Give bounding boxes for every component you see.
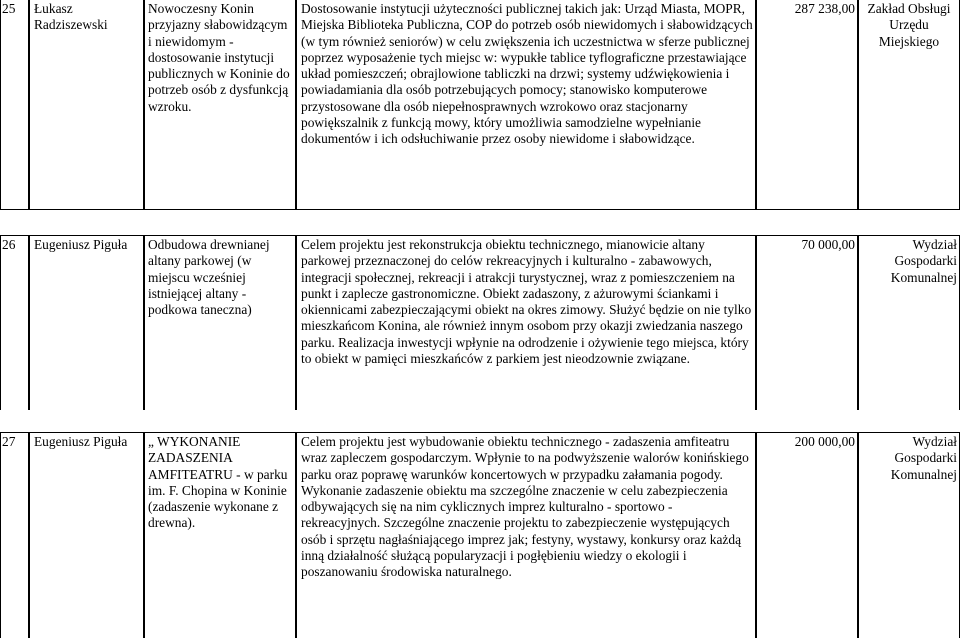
row-number-cell [0,432,29,638]
row-number-cell [0,0,29,210]
table-row [0,0,960,210]
project-description-cell [296,235,756,410]
project-description: Dostosowanie instytucji użyteczności publicznej takich jak: Urząd Miasta, MOPR, Miejska Biblioteka Publiczna, COP do potrzeb osób niewidomych i słabowidzących (w tym również seniorów) w celu zwiększenia ich uczestnictwa w sferze publicznej poprzez wyposażenie tych miejsc w: wypukłe tablice tyflograficzne przestawiające układ pomieszczeń; obrajlowione tabliczki na drzwi; systemy udźwiękowienia i powiadamiania dla osób potrzebujących pomocy; stanowisko komputerowe przystosowane dla osób niepełnosprawnych wzrokowo oraz stacjonarny powiększalnik z funkcją mowy, który umożliwia samodzielne wypełnianie dokumentów i ich odsłuchiwanie przez osoby niewidome i słabowidzące. [301,1,753,147]
project-title-cell [144,432,296,638]
row-number-cell [0,235,29,410]
project-cost: 287 238,00 [794,1,855,16]
responsible-unit: Wydział Gospodarki Komunalnej [890,434,957,482]
project-title: Odbudowa drewnianej altany parkowej (w miejscu wcześniej istniejącej altany - podkowa taneczna) [148,237,270,318]
proposer-cell [29,235,144,410]
row-number: 27 [2,434,16,449]
project-title: Nowoczesny Konin przyjazny słabowidzącym i niewidomym - dostosowanie instytucji publicznych w Koninie do potrzeb osób z dysfunkcją wzroku. [148,1,290,114]
project-cost-cell [756,0,858,210]
proposer-name: Eugeniusz Piguła [34,237,128,252]
project-cost-cell [756,235,858,410]
responsible-unit: Zakład Obsługi Urzędu Miejskiego [867,1,951,49]
responsible-unit: Wydział Gospodarki Komunalnej [890,237,957,285]
project-description: Celem projektu jest rekonstrukcja obiektu technicznego, mianowicie altany parkowej przeznaczonej do celów rekreacyjnych i kulturalno - zabawowych, integracji społecznej, rekreacji i atrakcji turystycznej, wraz z pomieszczeniem na punkt i zaplecze gastronomiczne. Obiekt zadaszony, z ażurowymi ściankami i okiennicami zabezpieczającymi obiekt na okres zimowy. Służyć będzie on nie tylko mieszkańcom Konina, ale również innym osobom przy okazji zwiedzania naszego parku. Realizacja inwestycji wpłynie na odrodzenie i ożywienie tego miejsca, który to obiekt w pamięci mieszkańców z parkiem jest nieodzownie związane. [301,237,752,367]
project-title-cell [144,235,296,410]
project-title-cell [144,0,296,210]
proposer-name: Eugeniusz Piguła [34,434,128,449]
proposer-cell [29,0,144,210]
responsible-unit-cell [858,432,960,638]
project-description: Celem projektu jest wybudowanie obiektu technicznego - zadaszenia amfiteatru wraz zapleczem gospodarczym. Wpłynie to na podwyższenie walorów konińskiego parku oraz poprawę warunków koncertowych w przypadku załamania pogody. Wykonanie zadaszenie obiektu ma szczególne znaczenie w celu zabezpieczenia odbywających się na nim cyklicznych imprez kulturalno - sportowo - rekreacyjnych. Szczególne znaczenie projektu to zabezpieczenie występujących osób i sprzętu nagłaśniającego imprez jak; festyny, wystawy, konkursy oraz każdą inną działalność służącą popularyzacji i pogłębieniu wiedzy o ekologii i poszanowaniu środowiska naturalnego. [301,434,749,580]
table-row [0,235,960,410]
project-description-cell [296,0,756,210]
project-cost: 200 000,00 [794,434,855,449]
row-number: 25 [2,1,16,16]
project-description-cell [296,432,756,638]
project-title: „ WYKONANIE ZADASZENIA AMFITEATRU - w parku im. F. Chopina w Koninie (zadaszenie wykonane z drewna). [148,434,288,531]
row-number: 26 [2,237,16,252]
project-cost: 70 000,00 [801,237,855,252]
table-row [0,432,960,638]
project-cost-cell [756,432,858,638]
responsible-unit-cell [858,0,960,210]
proposer-name: Łukasz Radziszewski [34,1,108,33]
proposer-cell [29,432,144,638]
responsible-unit-cell [858,235,960,410]
